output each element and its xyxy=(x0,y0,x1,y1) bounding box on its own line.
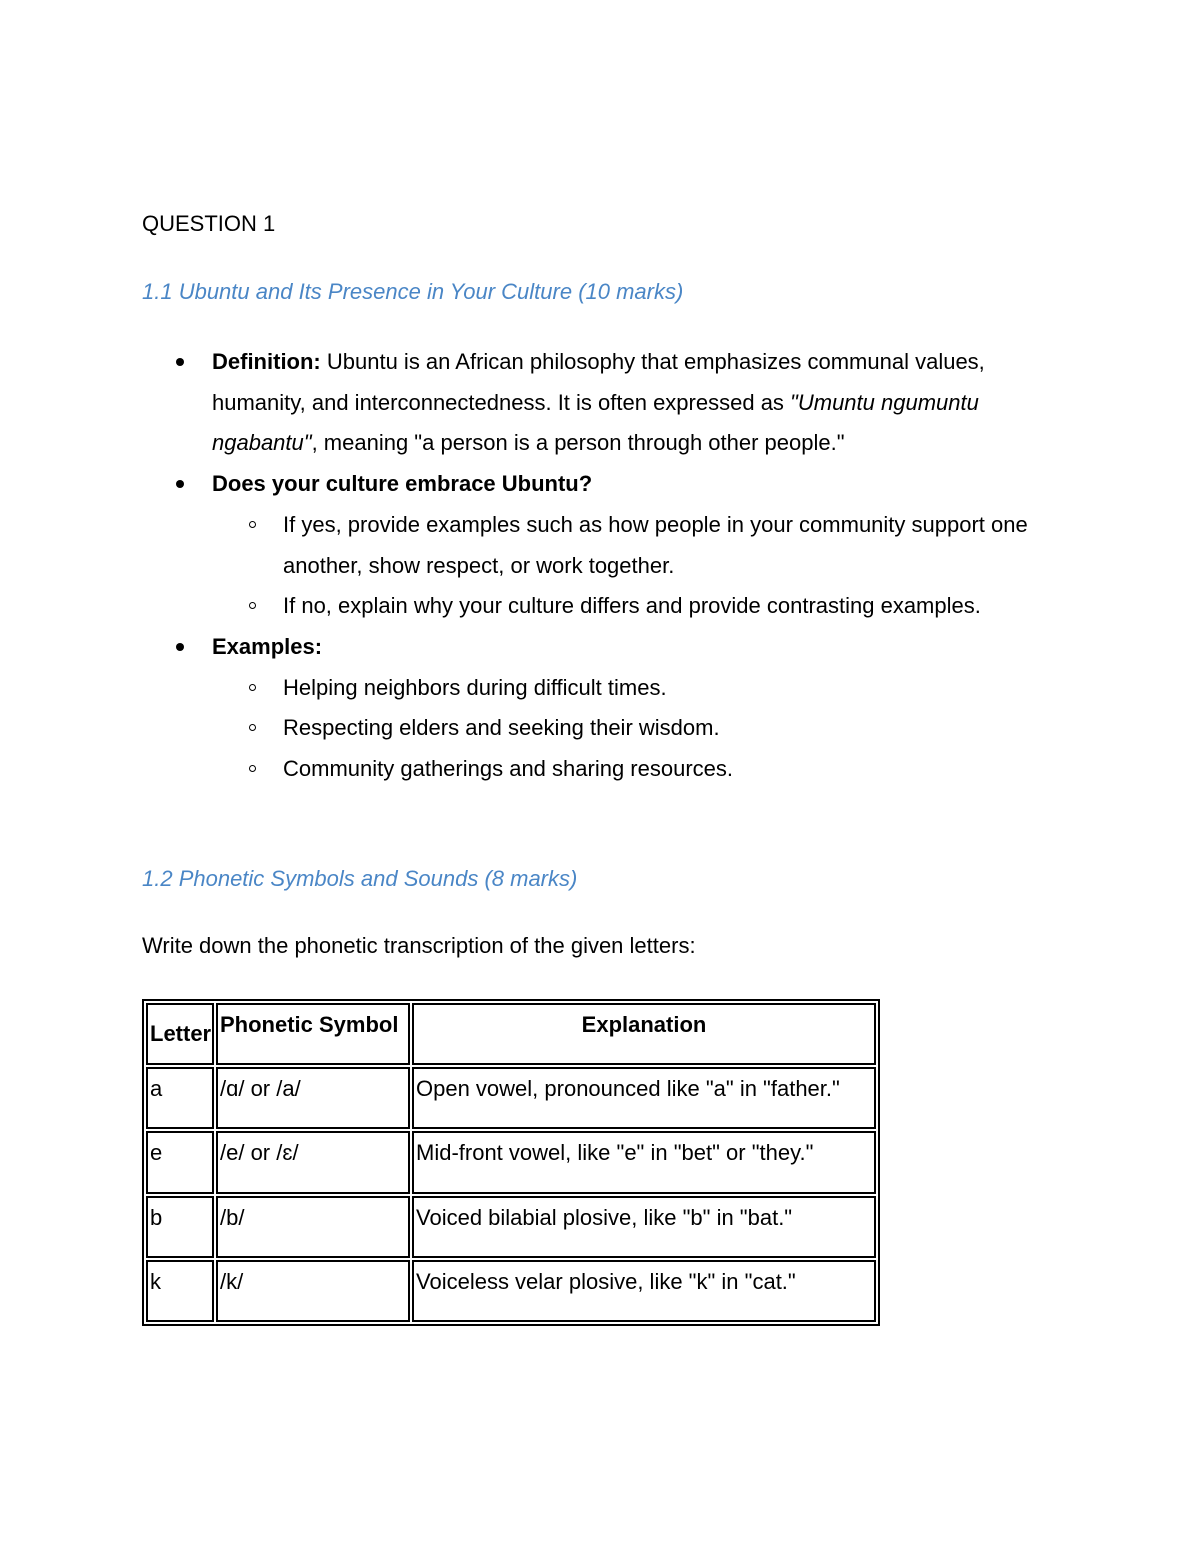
phonetics-intro: Write down the phonetic transcription of the given letters: xyxy=(142,933,696,958)
cell-symbol: /e/ or /ɛ/ xyxy=(216,1131,410,1193)
culture-question-sublist xyxy=(212,505,1062,627)
phonetic-table xyxy=(142,999,880,1326)
examples-sublist xyxy=(212,668,1062,790)
list-item: If no, explain why your culture differs and provide contrasting examples. xyxy=(212,586,1062,627)
cell-letter: b xyxy=(146,1196,214,1258)
table-row xyxy=(146,1196,876,1258)
cell-explanation: Mid-front vowel, like "e" in "bet" or "they." xyxy=(412,1131,876,1193)
examples-item xyxy=(142,627,1062,790)
cell-explanation: Open vowel, pronounced like "a" in "father." xyxy=(412,1067,876,1129)
section-heading-phonetics: 1.2 Phonetic Symbols and Sounds (8 marks) xyxy=(142,866,578,891)
header-letter: Letter xyxy=(146,1003,214,1065)
question-title: QUESTION 1 xyxy=(142,211,276,236)
table-header-row xyxy=(146,1003,876,1065)
cell-explanation: Voiced bilabial plosive, like "b" in "bat." xyxy=(412,1196,876,1258)
header-phonetic-symbol: Phonetic Symbol xyxy=(216,1003,410,1065)
list-item: Community gatherings and sharing resources. xyxy=(212,749,1062,790)
culture-question-label: Does your culture embrace Ubuntu? xyxy=(212,471,593,497)
table-row xyxy=(146,1067,876,1129)
list-item: Helping neighbors during difficult times. xyxy=(212,668,1062,709)
list-item: If yes, provide examples such as how people in your community support one another, show respect, or work together. xyxy=(212,505,1062,586)
definition-label: Definition: xyxy=(212,349,321,374)
section-heading-ubuntu: 1.1 Ubuntu and Its Presence in Your Culture (10 marks) xyxy=(142,279,684,304)
cell-letter: k xyxy=(146,1260,214,1322)
header-explanation: Explanation xyxy=(412,1003,876,1065)
table-row xyxy=(146,1131,876,1193)
culture-question-item xyxy=(142,464,1062,627)
cell-symbol: /ɑ/ or /a/ xyxy=(216,1067,410,1129)
examples-label: Examples: xyxy=(212,633,323,659)
cell-symbol: /k/ xyxy=(216,1260,410,1322)
cell-symbol: /b/ xyxy=(216,1196,410,1258)
table-row xyxy=(146,1260,876,1322)
definition-text-1: Ubuntu is an African philosophy that emphasizes communal values, humanity, and interconnectedness. It is often expressed as xyxy=(212,349,985,415)
cell-letter: a xyxy=(146,1067,214,1129)
cell-explanation: Voiceless velar plosive, like "k" in "cat." xyxy=(412,1260,876,1322)
list-item: Respecting elders and seeking their wisdom. xyxy=(212,708,1062,749)
definition-quote: "Umuntu ngumuntu ngabantu" xyxy=(212,389,979,456)
definition-text-2: , meaning "a person is a person through other people." xyxy=(311,430,845,456)
ubuntu-bullet-list xyxy=(142,342,1062,790)
definition-item xyxy=(142,342,1062,464)
cell-letter: e xyxy=(146,1131,214,1193)
